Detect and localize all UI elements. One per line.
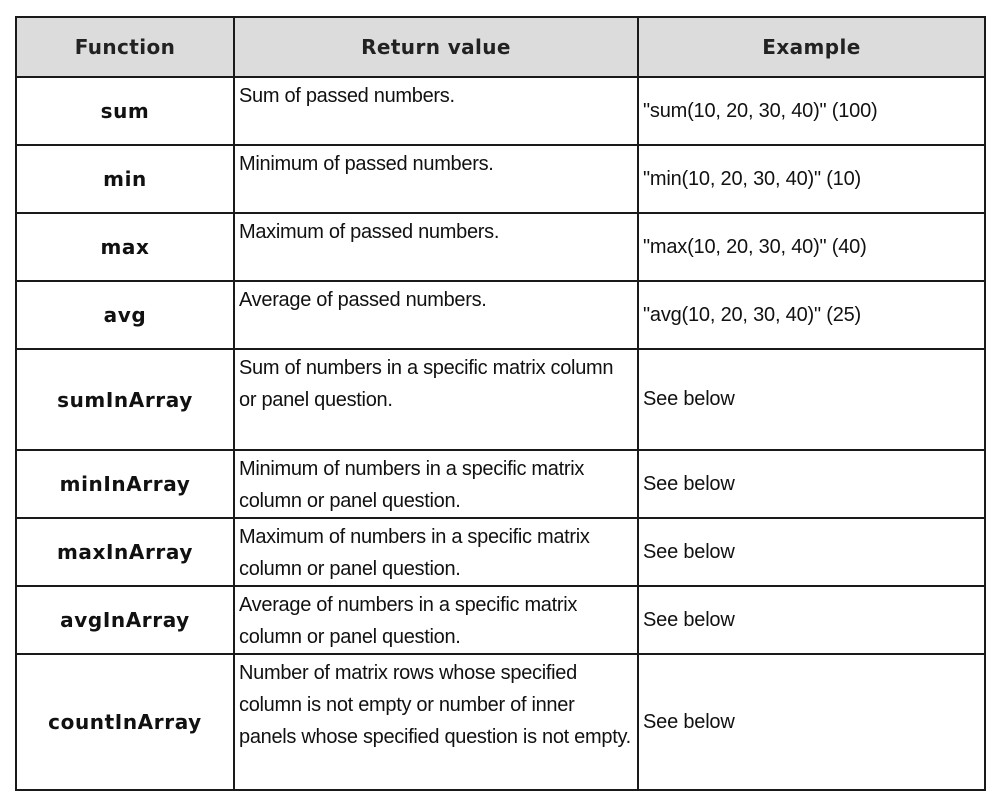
example: "avg(10, 20, 30, 40)" (25) xyxy=(638,281,985,349)
function-name: minInArray xyxy=(16,450,234,518)
return-value: Minimum of passed numbers. xyxy=(234,145,638,213)
table-row xyxy=(16,586,985,654)
table-header-row xyxy=(16,17,985,77)
example: See below xyxy=(638,586,985,654)
example: See below xyxy=(638,349,985,450)
function-name: countInArray xyxy=(16,654,234,790)
return-value: Maximum of passed numbers. xyxy=(234,213,638,281)
table-row xyxy=(16,450,985,518)
return-value: Average of numbers in a specific matrix column or panel question. xyxy=(234,586,638,654)
functions-table xyxy=(15,16,986,791)
header-function: Function xyxy=(16,17,234,77)
function-name: avg xyxy=(16,281,234,349)
return-value: Sum of passed numbers. xyxy=(234,77,638,145)
function-name: max xyxy=(16,213,234,281)
function-name: sum xyxy=(16,77,234,145)
return-value: Minimum of numbers in a specific matrix column or panel question. xyxy=(234,450,638,518)
example: See below xyxy=(638,450,985,518)
functions-table-container xyxy=(15,16,984,791)
table-row xyxy=(16,281,985,349)
table-row xyxy=(16,213,985,281)
example: See below xyxy=(638,518,985,586)
example: "min(10, 20, 30, 40)" (10) xyxy=(638,145,985,213)
example: "max(10, 20, 30, 40)" (40) xyxy=(638,213,985,281)
table-row xyxy=(16,145,985,213)
return-value: Maximum of numbers in a specific matrix column or panel question. xyxy=(234,518,638,586)
function-name: min xyxy=(16,145,234,213)
table-row xyxy=(16,518,985,586)
function-name: sumInArray xyxy=(16,349,234,450)
table-row xyxy=(16,654,985,790)
return-value: Number of matrix rows whose specified column is not empty or number of inner panels whose specified question is not empty. xyxy=(234,654,638,790)
example: See below xyxy=(638,654,985,790)
table-row xyxy=(16,77,985,145)
table-row xyxy=(16,349,985,450)
return-value: Average of passed numbers. xyxy=(234,281,638,349)
header-return-value: Return value xyxy=(234,17,638,77)
example: "sum(10, 20, 30, 40)" (100) xyxy=(638,77,985,145)
function-name: avgInArray xyxy=(16,586,234,654)
function-name: maxInArray xyxy=(16,518,234,586)
header-example: Example xyxy=(638,17,985,77)
return-value: Sum of numbers in a specific matrix column or panel question. xyxy=(234,349,638,450)
